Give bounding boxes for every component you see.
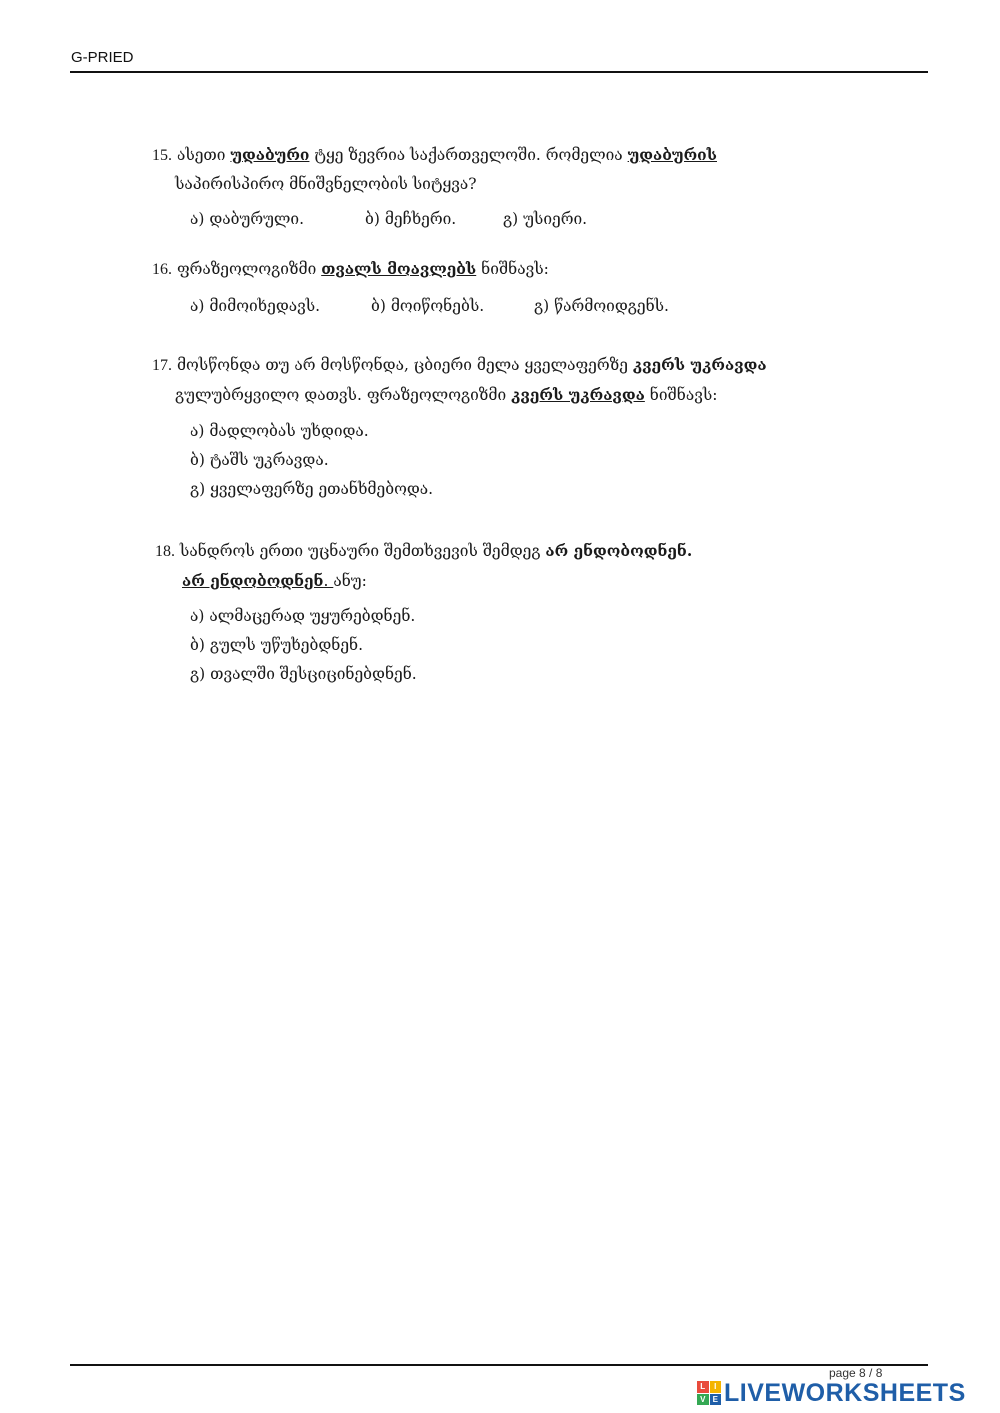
question-15-options	[190, 210, 587, 228]
answer-option[interactable]: გ) წარმოიდგენს.	[534, 297, 669, 315]
highlighted-phrase: კვერს უკრავდა	[511, 385, 645, 404]
question-number: 15.	[152, 147, 172, 164]
question-text: ფრაზეოლოგიზმი	[176, 260, 322, 278]
question-number: 18.	[155, 543, 175, 560]
question-text: ანუ:	[333, 572, 367, 590]
question-text: ტყე ზევრია საქართველოში. რომელია	[309, 146, 628, 164]
answer-option[interactable]: ბ) მოიწონებს.	[371, 297, 485, 315]
logo-letter: L	[697, 1381, 709, 1393]
liveworksheets-brand[interactable]	[697, 1378, 966, 1408]
footer-rule	[70, 1364, 928, 1366]
liveworksheets-logo-icon	[697, 1381, 721, 1405]
answer-option[interactable]: ბ) მეჩხერი.	[365, 210, 457, 228]
question-text: საპირისპირო მნიშვნელობის სიტყვა?	[175, 175, 477, 193]
logo-letter: I	[710, 1381, 722, 1393]
highlighted-phrase: კვერს უკრავდა	[632, 355, 767, 374]
answer-option[interactable]: გ) თვალში შესციცინებდნენ.	[190, 665, 417, 683]
brand-name: LIVEWORKSHEETS	[724, 1378, 966, 1407]
logo-letter: E	[710, 1394, 722, 1406]
answer-option[interactable]: გ) უსიერი.	[503, 210, 588, 228]
answer-option[interactable]: ა) დაბურული.	[190, 210, 305, 228]
question-15	[152, 140, 717, 199]
question-17	[152, 350, 767, 410]
question-16	[152, 254, 549, 284]
question-text: სანდროს ერთი უცნაური შემთხვევის შემდეგ	[175, 542, 546, 560]
header-rule	[70, 71, 928, 73]
highlighted-phrase: თვალს მოავლებს	[321, 259, 477, 278]
highlighted-word: უდაბურის	[627, 145, 717, 164]
document-header-title: G-PRIED	[71, 49, 134, 66]
answer-option[interactable]: ა) მიმოიხედავს.	[190, 297, 321, 315]
question-18-options	[190, 602, 417, 689]
highlighted-phrase: არ ენდობოდნენ.	[545, 541, 693, 560]
answer-option[interactable]: ბ) გულს უწუხებდნენ.	[190, 636, 364, 654]
answer-option[interactable]: ბ) ტაშს უკრავდა.	[190, 451, 329, 469]
answer-option[interactable]: გ) ყველაფერზე ეთანხმებოდა.	[190, 480, 434, 498]
question-text: მოსწონდა თუ არ მოსწონდა, ცბიერი მელა ყველაფერზე	[176, 356, 633, 374]
answer-option[interactable]: ა) მადლობას უხდიდა.	[190, 422, 369, 440]
page-number: page 8 / 8	[829, 1366, 883, 1380]
question-18	[155, 536, 692, 596]
answer-option[interactable]: ა) ალმაცერად უყურებდნენ.	[190, 607, 416, 625]
question-number: 17.	[152, 357, 172, 374]
question-text: გულუბრყვილო დათვს. ფრაზეოლოგიზმი	[175, 386, 512, 404]
highlighted-word: უდაბური	[230, 145, 310, 164]
question-text: ნიშნავს:	[644, 386, 718, 404]
question-text: ნიშნავს:	[476, 260, 549, 278]
punctuation: .	[323, 572, 334, 590]
question-17-options	[190, 417, 433, 504]
question-text: ასეთი	[176, 146, 231, 164]
highlighted-phrase: არ ენდობოდნენ	[182, 571, 324, 590]
question-number: 16.	[152, 261, 172, 278]
question-16-options	[190, 297, 669, 315]
logo-letter: V	[697, 1394, 709, 1406]
